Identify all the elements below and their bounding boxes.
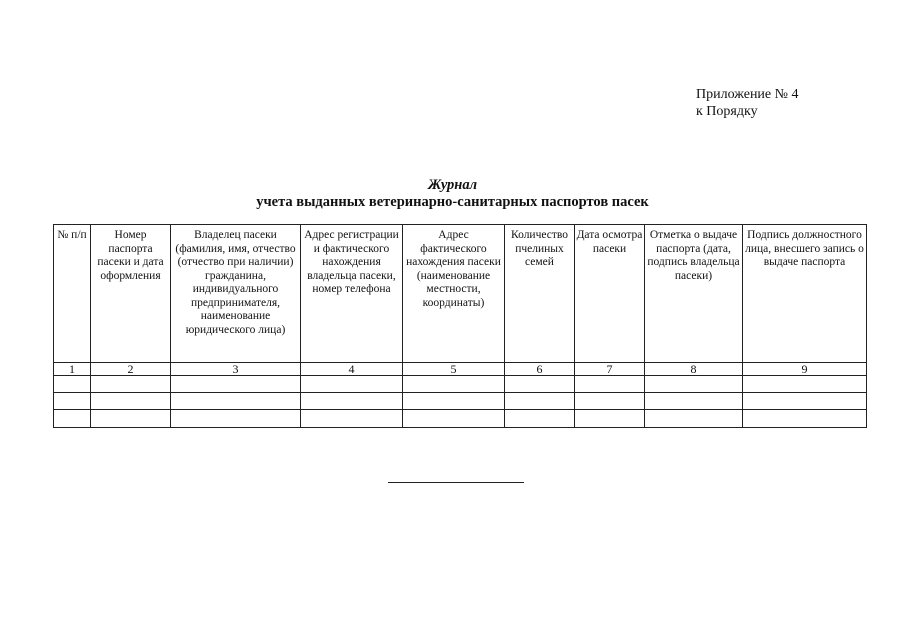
table-row [54, 410, 867, 428]
table-cell [171, 410, 301, 428]
table-cell [301, 376, 403, 393]
table-cell [171, 393, 301, 410]
table-cell [91, 393, 171, 410]
column-number: 3 [171, 363, 301, 376]
table-cell [403, 410, 505, 428]
signature-line [388, 482, 524, 483]
table-cell [301, 410, 403, 428]
header-cell: Отметка о выдаче паспорта (дата, подпись владельца пасеки) [645, 225, 743, 363]
column-number: 6 [505, 363, 575, 376]
table-cell [301, 393, 403, 410]
header-cell: Владелец пасеки (фамилия, имя, отчество (отчество при наличии) гражданина, индивидуального предпринимателя, наименование юридического лица) [171, 225, 301, 363]
column-number-row [54, 363, 867, 376]
table-row [54, 376, 867, 393]
column-number: 9 [743, 363, 867, 376]
document-title: Журнал [427, 177, 478, 193]
header-row [54, 225, 867, 363]
table-cell [505, 410, 575, 428]
appendix-note [696, 86, 799, 120]
table-cell [575, 410, 645, 428]
column-number: 2 [91, 363, 171, 376]
header-cell: Подпись должностного лица, внесшего запись о выдаче паспорта [743, 225, 867, 363]
document-subtitle: учета выданных ветеринарно-санитарных паспортов пасек [256, 194, 649, 210]
header-cell: № п/п [54, 225, 91, 363]
table-cell [403, 376, 505, 393]
column-number: 8 [645, 363, 743, 376]
table-cell [403, 393, 505, 410]
table-cell [575, 393, 645, 410]
table-cell [505, 393, 575, 410]
table-cell [645, 410, 743, 428]
table-cell [645, 376, 743, 393]
column-number: 1 [54, 363, 91, 376]
appendix-line-2: к Порядку [696, 104, 758, 119]
table-cell [645, 393, 743, 410]
header-cell: Номер паспорта пасеки и дата оформления [91, 225, 171, 363]
column-number: 4 [301, 363, 403, 376]
header-cell: Адрес фактического нахождения пасеки (наименование местности, координаты) [403, 225, 505, 363]
column-number: 5 [403, 363, 505, 376]
table-cell [54, 410, 91, 428]
column-number: 7 [575, 363, 645, 376]
table-row [54, 393, 867, 410]
header-cell: Дата осмотра пасеки [575, 225, 645, 363]
table-cell [575, 376, 645, 393]
header-cell: Адрес регистрации и фактического нахождения владельца пасеки, номер телефона [301, 225, 403, 363]
journal-table [53, 224, 867, 428]
table-cell [171, 376, 301, 393]
table-cell [54, 376, 91, 393]
table-cell [505, 376, 575, 393]
table-cell [91, 376, 171, 393]
table-cell [54, 393, 91, 410]
table-cell [743, 393, 867, 410]
header-cell: Количество пчелиных семей [505, 225, 575, 363]
table-cell [743, 376, 867, 393]
table-cell [743, 410, 867, 428]
appendix-line-1: Приложение № 4 [696, 87, 799, 102]
table-cell [91, 410, 171, 428]
